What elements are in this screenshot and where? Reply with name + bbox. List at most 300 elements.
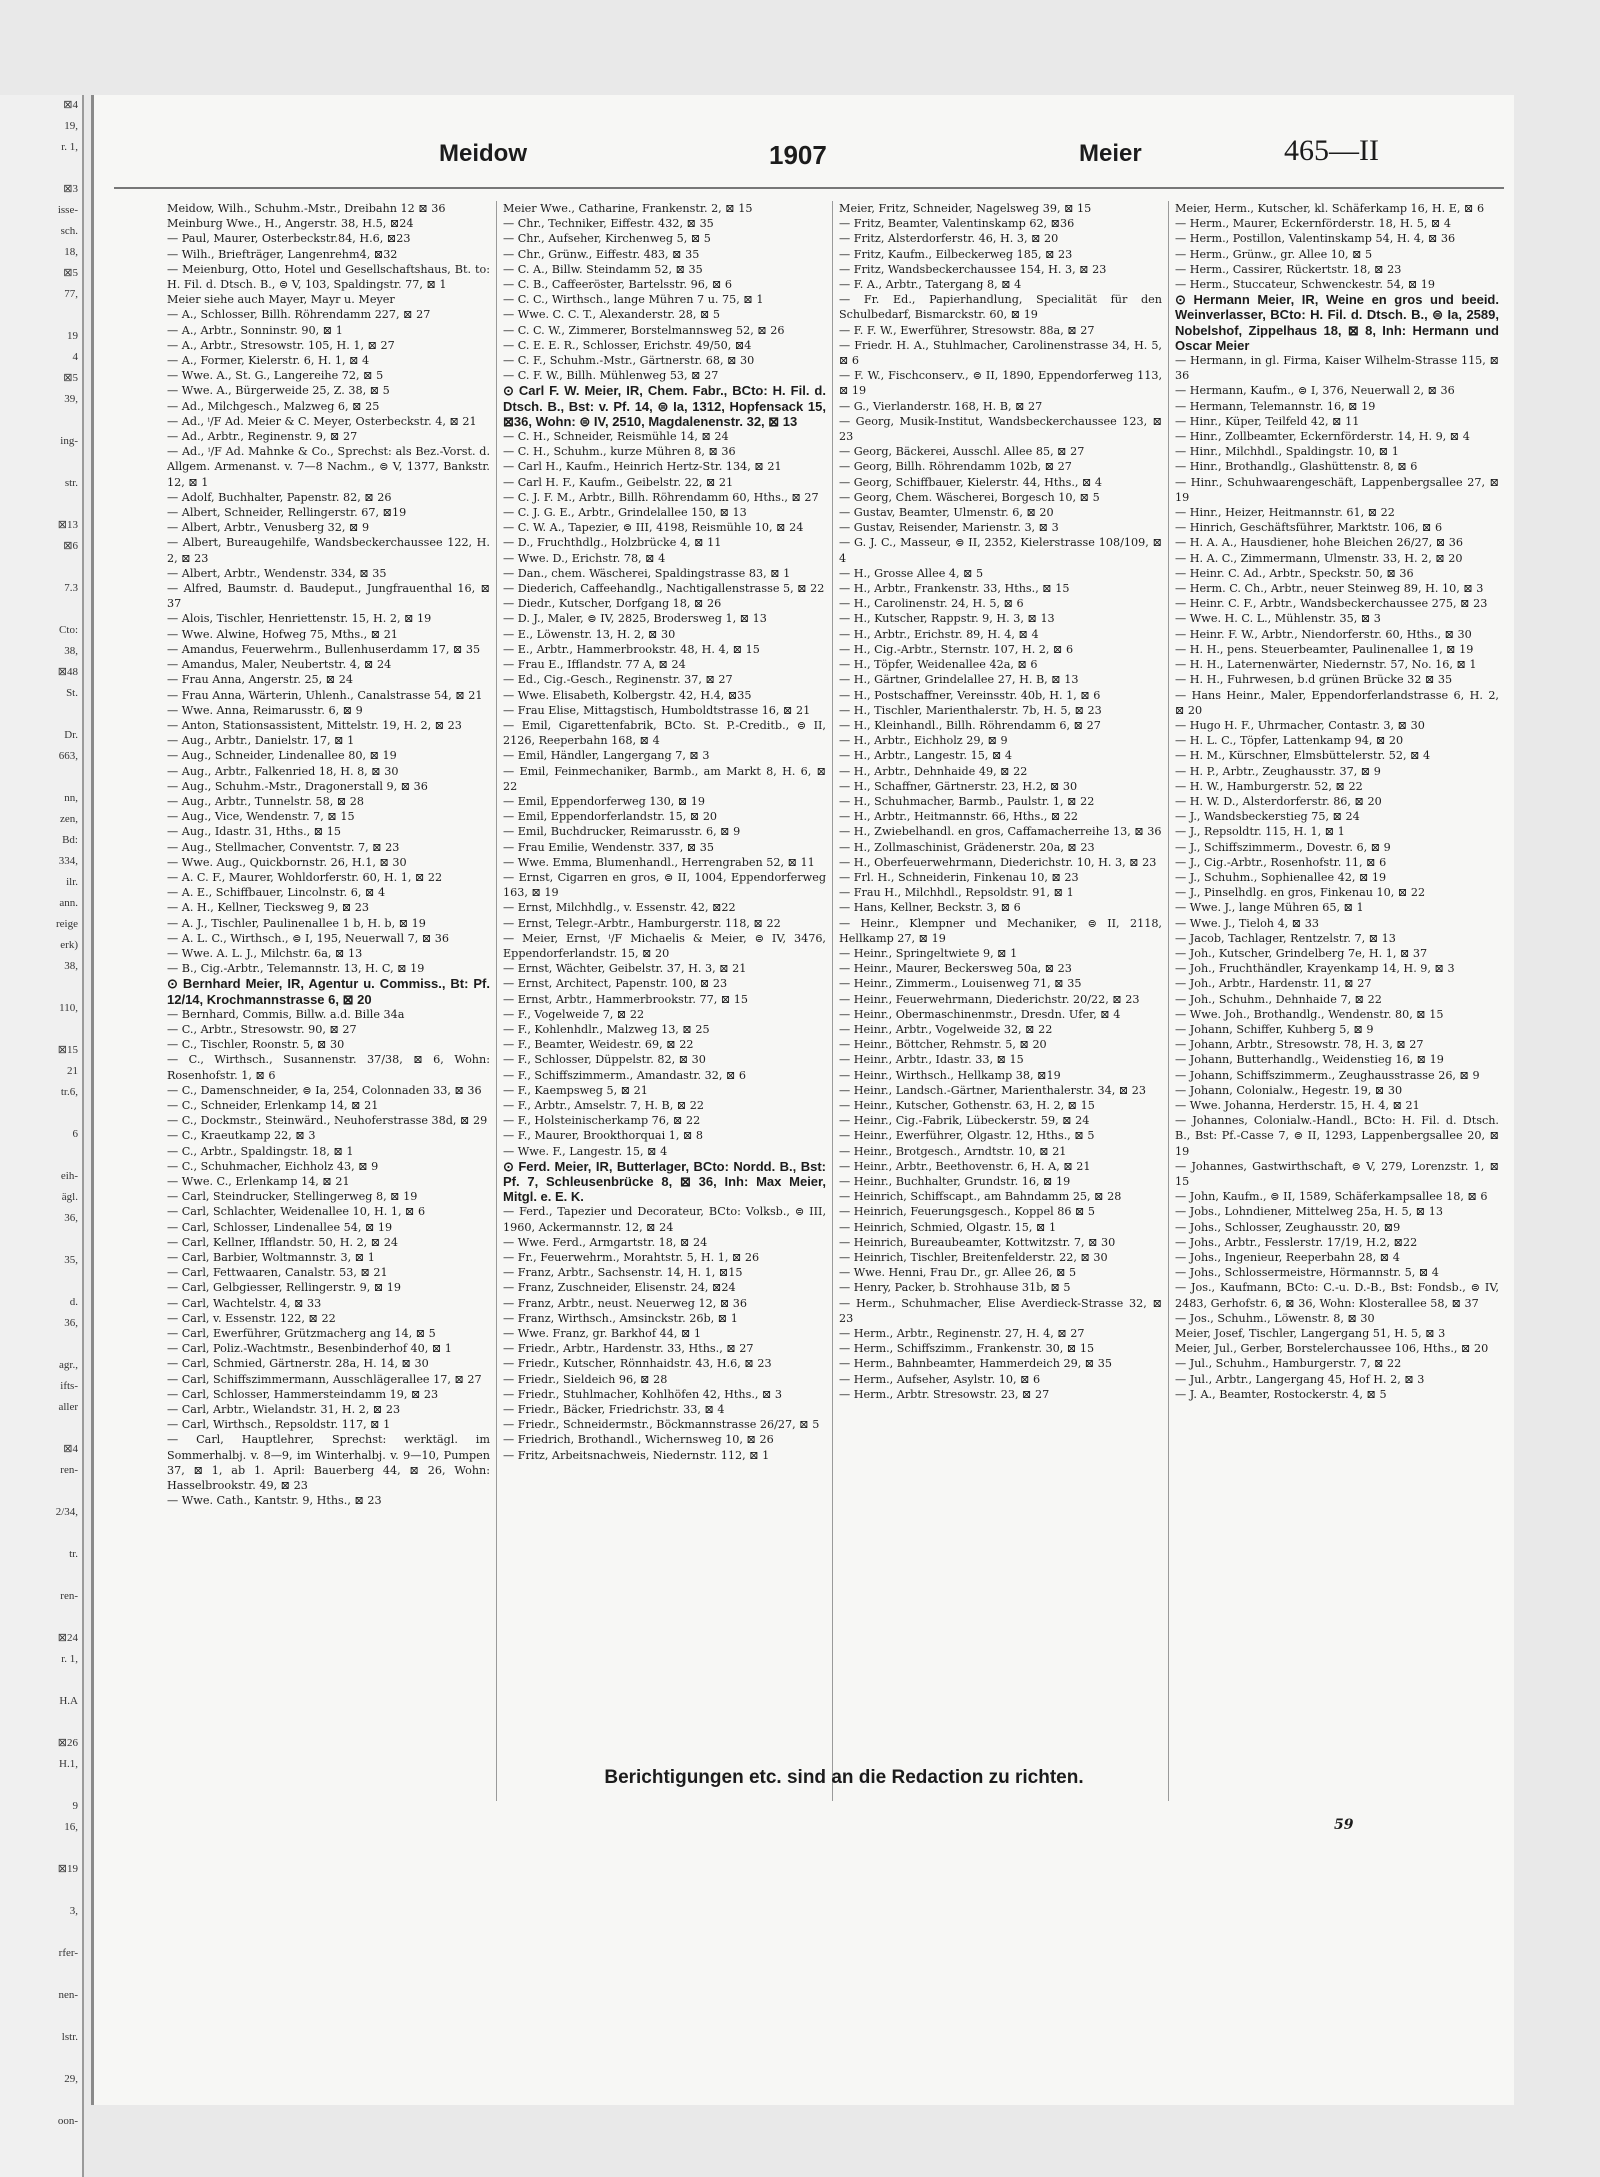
directory-entry: — Wwe. J., Tieloh 4, ⊠ 33 — [1175, 916, 1319, 930]
directory-entry: — H., Arbtr., Langestr. 15, ⊠ 4 — [839, 749, 1012, 763]
column-3 — [833, 201, 1169, 1801]
directory-entry: — B., Cig.-Arbtr., Telemannstr. 13, H. C, ⊠ 19 — [167, 962, 425, 976]
directory-entry: — Wwe. Johanna, Herderstr. 15, H. 4, ⊠ 21 — [1175, 1098, 1420, 1112]
directory-entry: — Georg, Chem. Wäscherei, Borgesch 10, ⊠ 5 — [839, 490, 1100, 504]
directory-entry: — Carl, Arbtr., Wielandstr. 31, H. 2, ⊠ 23 — [167, 1403, 401, 1417]
directory-entry: — Heinr., Feuerwehrmann, Diederichstr. 20/22, ⊠ 23 — [839, 992, 1140, 1006]
directory-entry: — A., Arbtr., Stresowstr. 105, H. 1, ⊠ 27 — [167, 338, 395, 352]
directory-entry: — Wwe. Henni, Frau Dr., gr. Allee 26, ⊠ 5 — [839, 1266, 1077, 1280]
directory-entry: — Wwe. Joh., Brothandlg., Wendenstr. 80, ⊠ 15 — [1175, 1007, 1444, 1021]
previous-page-fragment: d. — [69, 1296, 78, 1308]
directory-entry: — Heinr., Wirthsch., Hellkamp 38, ⊠19 — [839, 1068, 1061, 1082]
directory-entry: — H. W., Hamburgerstr. 52, ⊠ 22 — [1175, 779, 1363, 793]
previous-page-fragment — [0, 1775, 78, 1796]
directory-entry: — H., Töpfer, Weidenallee 42a, ⊠ 6 — [839, 658, 1038, 672]
header-left-keyword: Meidow — [439, 140, 527, 167]
directory-entry: — Hinr., Milchhdl., Spaldingstr. 10, ⊠ 1 — [1175, 445, 1399, 459]
directory-entry: — Herm., Postillon, Valentinskamp 54, H. 4, ⊠ 36 — [1175, 232, 1456, 246]
directory-entry: — A. L. C., Wirthsch., ⊜ I, 195, Neuerwall 7, ⊠ 36 — [167, 931, 449, 945]
directory-entry: — Frau Anna, Angerstr. 25, ⊠ 24 — [167, 673, 353, 687]
directory-entry: — H., Schaffner, Gärtnerstr. 23, H.2, ⊠ 30 — [839, 779, 1078, 793]
column-1 — [161, 201, 497, 1801]
previous-page-fragment: ⊠5 — [63, 372, 78, 384]
directory-entry: — Fr., Feuerwehrm., Morahtstr. 5, H. 1, ⊠ 26 — [503, 1251, 760, 1265]
directory-entry: — J., Repsoldtr. 115, H. 1, ⊠ 1 — [1175, 825, 1345, 839]
directory-entry: — Herm., Maurer, Eckernförderstr. 18, H. 5, ⊠ 4 — [1175, 217, 1451, 231]
directory-entry: — Fritz, Beamter, Valentinskamp 62, ⊠36 — [839, 217, 1075, 231]
directory-entry: ⊙ Carl F. W. Meier, IR, Chem. Fabr., BCto: H. Fil. d. Dtsch. B., Bst: v. Pf. 14, ⊜ Ia, 1312, Hopfensack 15, ⊠36, Wohn: ⊜ IV, 2510, Magdalenenstr. 32, ⊠ 13 — [503, 383, 826, 429]
directory-entry: — Carl, Steindrucker, Stellingerweg 8, ⊠ 19 — [167, 1190, 418, 1204]
directory-entry: — Friedr., Bäcker, Friedrichstr. 33, ⊠ 4 — [503, 1403, 725, 1417]
directory-entry: — Paul, Maurer, Osterbeckstr.84, H.6, ⊠23 — [167, 232, 411, 246]
header-rule — [114, 187, 1504, 189]
directory-entry: — A. H., Kellner, Tiecksweg 9, ⊠ 23 — [167, 901, 370, 915]
directory-entry: — Heinrich, Bureaubeamter, Kottwitzstr. 7, ⊠ 30 — [839, 1235, 1116, 1249]
directory-entry: — Wwe. Cath., Kantstr. 9, Hths., ⊠ 23 — [167, 1494, 382, 1508]
directory-entry: — Hinr., Zollbeamter, Eckernförderstr. 14, H. 9, ⊠ 4 — [1175, 430, 1470, 444]
directory-entry: — H., Carolinenstr. 24, H. 5, ⊠ 6 — [839, 597, 1024, 611]
directory-entry: — Wwe. C., Erlenkamp 14, ⊠ 21 — [167, 1175, 350, 1188]
previous-page-fragment: ifts- — [60, 1380, 78, 1392]
directory-entry: — Hermann, in gl. Firma, Kaiser Wilhelm-Strasse 115, ⊠ 36 — [1175, 354, 1499, 383]
directory-entry: — J., Schuhm., Sophienallee 42, ⊠ 19 — [1175, 870, 1387, 884]
directory-entry: — Franz, Zuschneider, Elisenstr. 24, ⊠24 — [503, 1281, 736, 1295]
directory-entry: — Ernst, Telegr.-Arbtr., Hamburgerstr. 118, ⊠ 22 — [503, 916, 781, 930]
directory-entry: Meidow, Wilh., Schuhm.-Mstr., Dreibahn 12 ⊠ 36 — [167, 202, 446, 215]
directory-entry: — Emil, Eppendorferweg 130, ⊠ 19 — [503, 794, 706, 808]
directory-entry: — Jos., Kaufmann, BCto: C.-u. D.-B., Bst: Fondsb., ⊜ IV, 2483, Gerhofstr. 6, ⊠ 36, Wohn: Klosterallee 58, ⊠ 37 — [1175, 1281, 1499, 1310]
directory-entry: — Georg, Musik-Institut, Wandsbeckerchaussee 123, ⊠ 23 — [839, 414, 1162, 444]
directory-entry: — Frau H., Milchhdl., Repsoldstr. 91, ⊠ 1 — [839, 886, 1074, 900]
previous-page-fragment: nn, — [64, 792, 78, 804]
directory-entry: — John, Kaufm., ⊜ II, 1589, Schäferkampsallee 18, ⊠ 6 — [1175, 1190, 1488, 1204]
directory-entry: — Wwe. J., lange Mühren 65, ⊠ 1 — [1175, 901, 1364, 915]
directory-entry: — F., Holsteinischerkamp 76, ⊠ 22 — [503, 1114, 701, 1128]
previous-page-fragment: 39, — [64, 393, 78, 405]
directory-entry: — Aug., Arbtr., Falkenried 18, H. 8, ⊠ 30 — [167, 764, 399, 778]
previous-page-fragment: sch. — [60, 225, 78, 237]
directory-entry: — Heinr., Buchhalter, Grundstr. 16, ⊠ 19 — [839, 1175, 1071, 1188]
directory-entry: — Amandus, Feuerwehrm., Bullenhuserdamm 17, ⊠ 35 — [167, 642, 481, 656]
directory-entry: — Hinr., Brothandlg., Glashüttenstr. 8, ⊠ 6 — [1175, 460, 1418, 474]
directory-entry: — Ernst, Arbtr., Hammerbrookstr. 77, ⊠ 15 — [503, 992, 749, 1006]
directory-entry: — Carl, Poliz.-Wachtmstr., Besenbinderhof 40, ⊠ 1 — [167, 1342, 452, 1356]
directory-entry: — Joh., Kutscher, Grindelberg 7e, H. 1, ⊠ 37 — [1175, 946, 1428, 960]
directory-entry: — Herm., Schuhmacher, Elise Averdieck-Strasse 32, ⊠ 23 — [839, 1296, 1162, 1325]
directory-entry: — Johannes, Gastwirthschaft, ⊜ V, 279, Lorenzstr. 1, ⊠ 15 — [1175, 1159, 1499, 1188]
directory-entry: — F., Arbtr., Amselstr. 7, H. B, ⊠ 22 — [503, 1098, 704, 1112]
previous-page-fragment: 110, — [59, 1002, 78, 1014]
directory-entry: — Johann, Colonialw., Hegestr. 19, ⊠ 30 — [1175, 1083, 1403, 1097]
directory-entry: — Johann, Arbtr., Stresowstr. 78, H. 3, ⊠ 27 — [1175, 1038, 1424, 1052]
directory-entry: — Johann, Schiffer, Kuhberg 5, ⊠ 9 — [1175, 1022, 1374, 1036]
directory-entry: — Fr. Ed., Papierhandlung, Specialität für den Schulbedarf, Bismarckstr. 60, ⊠ 19 — [839, 293, 1162, 322]
directory-entry: — C., Schneider, Erlenkamp 14, ⊠ 21 — [167, 1098, 379, 1112]
directory-entry: — J., Cig.-Arbtr., Rosenhofstr. 11, ⊠ 6 — [1175, 855, 1387, 869]
previous-page-fragment: 77, — [64, 288, 78, 300]
directory-entry: — Carl, Schlachter, Weidenallee 10, H. 1, ⊠ 6 — [167, 1205, 426, 1219]
directory-entry: — Joh., Fruchthändler, Krayenkamp 14, H. 9, ⊠ 3 — [1175, 962, 1455, 976]
directory-entry: — C. F., Schuhm.-Mstr., Gärtnerstr. 68, ⊠ 30 — [503, 354, 755, 368]
directory-entry: — C., Tischler, Roonstr. 5, ⊠ 30 — [167, 1038, 345, 1052]
sheet-number: 59 — [1334, 1817, 1354, 1833]
previous-page-fragment — [0, 1418, 78, 1439]
directory-entry: Meier, Fritz, Schneider, Nagelsweg 39, ⊠ 15 — [839, 202, 1092, 215]
directory-entry: — Carl, Ewerführer, Grützmacherg ang 14, ⊠ 5 — [167, 1327, 436, 1341]
directory-entry: — H. M., Kürschner, Elmsbüttelerstr. 52, ⊠ 4 — [1175, 749, 1431, 763]
previous-page-fragment — [0, 977, 78, 998]
directory-entry: — H., Cig.-Arbtr., Sternstr. 107, H. 2, ⊠ 6 — [839, 642, 1074, 656]
directory-entry: — Fritz, Alsterdorferstr. 46, H. 3, ⊠ 20 — [839, 232, 1059, 246]
directory-entry: — Heinr., Ewerführer, Olgastr. 12, Hths., ⊠ 5 — [839, 1129, 1095, 1143]
directory-entry: — Heinr., Brotgesch., Arndtstr. 10, ⊠ 21 — [839, 1144, 1067, 1158]
previous-page-fragment: 29, — [64, 2073, 78, 2085]
directory-entry: — H. P., Arbtr., Zeughausstr. 37, ⊠ 9 — [1175, 764, 1381, 778]
previous-page-fragment: H.A — [59, 1695, 78, 1707]
directory-entry: — C. C. W., Zimmerer, Borstelmannsweg 52, ⊠ 26 — [503, 323, 785, 337]
directory-entry: — A. C. F., Maurer, Wohldorferstr. 60, H. 1, ⊠ 22 — [167, 870, 443, 884]
previous-page-fragment — [0, 1103, 78, 1124]
previous-page-fragment: 38, — [64, 645, 78, 657]
directory-entry: — Hinr., Küper, Teilfeld 42, ⊠ 11 — [1175, 414, 1360, 428]
previous-page-fragment: ägl. — [61, 1191, 78, 1203]
directory-entry: — Emil, Buchdrucker, Reimarusstr. 6, ⊠ 9 — [503, 825, 741, 839]
previous-page-fragment — [0, 599, 78, 620]
directory-entry: — Friedrich, Brothandl., Wichernsweg 10, ⊠ 26 — [503, 1433, 774, 1447]
directory-entry: — Friedr., Arbtr., Hardenstr. 33, Hths., ⊠ 27 — [503, 1342, 754, 1356]
directory-entry: — Ad., ⁱ/F Ad. Meier & C. Meyer, Osterbeckstr. 4, ⊠ 21 — [167, 414, 477, 428]
previous-page-fragment — [0, 1565, 78, 1586]
directory-entry: — Wwe. D., Erichstr. 78, ⊠ 4 — [503, 551, 666, 565]
directory-entry: — H. A. C., Zimmermann, Ulmenstr. 33, H. 2, ⊠ 20 — [1175, 551, 1463, 565]
directory-entry: — Albert, Bureaugehilfe, Wandsbeckerchaussee 122, H. 2, ⊠ 23 — [167, 536, 490, 565]
directory-entry: — F., Schiffszimmerm., Amandastr. 32, ⊠ 6 — [503, 1068, 747, 1082]
directory-entry: — Bernhard, Commis, Billw. a.d. Bille 34a — [167, 1007, 405, 1021]
previous-page-fragment: ren- — [60, 1464, 78, 1476]
directory-entry: — Friedr., Kutscher, Rönnhaidstr. 43, H.6, ⊠ 23 — [503, 1357, 772, 1371]
previous-page-fragment — [0, 1229, 78, 1250]
previous-page-fragment: isse- — [57, 204, 78, 216]
directory-entry: — H., Kleinhandl., Billh. Röhrendamm 6, ⊠ 27 — [839, 718, 1101, 732]
page-header — [94, 134, 1494, 180]
directory-entry: — H., Gärtner, Grindelallee 27, H. B, ⊠ 13 — [839, 673, 1079, 687]
directory-entry: — C., Wirthsch., Susannenstr. 37/38, ⊠ 6, Wohn: Rosenhofstr. 1, ⊠ 6 — [167, 1053, 490, 1082]
directory-entry: — Hans, Kellner, Beckstr. 3, ⊠ 6 — [839, 901, 1021, 915]
directory-entry: Meier siehe auch Mayer, Mayr u. Meyer — [167, 293, 395, 307]
directory-entry: — Fritz, Arbeitsnachweis, Niedernstr. 112, ⊠ 1 — [503, 1448, 770, 1462]
directory-entry: — H. L. C., Töpfer, Lattenkamp 94, ⊠ 20 — [1175, 734, 1404, 748]
directory-entry: — Dan., chem. Wäscherei, Spaldingstrasse 83, ⊠ 1 — [503, 566, 791, 580]
directory-entry: — A., Arbtr., Sonninstr. 90, ⊠ 1 — [167, 323, 343, 337]
directory-entry: — C. H., Schuhm., kurze Mühren 8, ⊠ 36 — [503, 445, 736, 459]
directory-entry: — Hinrich, Geschäftsführer, Marktstr. 106, ⊠ 6 — [1175, 521, 1443, 535]
directory-entry: — Emil, Cigarettenfabrik, BCto. St. P.-Creditb., ⊜ II, 2126, Reeperbahn 168, ⊠ 4 — [503, 718, 826, 748]
directory-entry: ⊙ Ferd. Meier, IR, Butterlager, BCto: Nordd. B., Bst: Pf. 7, Schleusenbrücke 8, ⊠ 36, Inh: Max Meier, Mitgl. e. E. K. — [503, 1158, 826, 1205]
directory-entry: — Wwe. A. L. J., Milchstr. 6a, ⊠ 13 — [167, 946, 363, 960]
directory-entry: — D. J., Maler, ⊜ IV, 2825, Brodersweg 1, ⊠ 13 — [503, 612, 767, 626]
previous-page-fragment: ⊠19 — [57, 1863, 78, 1875]
directory-entry: — Emil, Feinmechaniker, Barmb., am Markt 8, H. 6, ⊠ 22 — [503, 764, 826, 793]
previous-page-fragment: aller — [58, 1401, 78, 1413]
directory-entry: — Alois, Tischler, Henriettenstr. 15, H. 2, ⊠ 19 — [167, 612, 432, 626]
directory-entry: — Aug., Arbtr., Tunnelstr. 58, ⊠ 28 — [167, 794, 364, 808]
directory-entry: — Hinr., Heizer, Heitmannstr. 61, ⊠ 22 — [1175, 506, 1395, 520]
previous-page-fragment — [0, 305, 78, 326]
directory-entry: — Wwe. Ferd., Armgartstr. 18, ⊠ 24 — [503, 1235, 708, 1249]
previous-page-fragment: ⊠5 — [63, 267, 78, 279]
directory-entry: — Heinr., Arbtr., Idastr. 33, ⊠ 15 — [839, 1053, 1024, 1067]
previous-page-fragment: 38, — [64, 960, 78, 972]
directory-entry: — Johann, Schiffszimmerm., Zeughausstrasse 26, ⊠ 9 — [1175, 1068, 1480, 1082]
directory-entry: — Carl, Hauptlehrer, Sprechst: werktägl. im Sommerhalbj. v. 8—9, im Winterhalbj. v. 9—10, Pumpen 37, ⊠ 1, ab 1. April: Bauerberg 44, ⊠ 26, Wohn: Hasselbrookstr. 49, ⊠ 23 — [167, 1433, 490, 1493]
previous-page-fragment: ing- — [60, 435, 78, 447]
directory-entry: — G., Vierlanderstr. 168, H. B, ⊠ 27 — [839, 399, 1043, 413]
previous-page-fragment: ⊠3 — [63, 183, 78, 195]
directory-entry: — C. F. W., Billh. Mühlenweg 53, ⊠ 27 — [503, 369, 719, 383]
directory-entry: — Joh., Schuhm., Dehnhaide 7, ⊠ 22 — [1175, 992, 1382, 1006]
previous-page-fragment: 21 — [67, 1065, 78, 1077]
previous-page-fragment: rfer- — [58, 1947, 78, 1959]
previous-page-fragment: ⊠13 — [57, 519, 78, 531]
directory-entry: — Wwe. Alwine, Hofweg 75, Mths., ⊠ 21 — [167, 627, 398, 641]
previous-page-fragment: ⊠4 — [63, 1443, 78, 1455]
directory-entry: Meier, Josef, Tischler, Langergang 51, H. 5, ⊠ 3 — [1175, 1327, 1446, 1341]
previous-page-fragment — [0, 2090, 78, 2111]
directory-entry: — C. E. E. R., Schlosser, Erichstr. 49/50, ⊠4 — [503, 338, 752, 352]
directory-entry: — Frau E., Ifflandstr. 77 A, ⊠ 24 — [503, 658, 686, 672]
previous-page-fragment — [0, 1712, 78, 1733]
previous-page-fragment: Dr. — [64, 729, 78, 741]
directory-entry: — Heinr., Arbtr., Beethovenstr. 6, H. A, ⊠ 21 — [839, 1159, 1091, 1173]
directory-entry: — H. A. A., Hausdiener, hohe Bleichen 26/27, ⊠ 36 — [1175, 536, 1464, 550]
previous-page-fragment — [0, 2048, 78, 2069]
directory-entry: — F., Vogelweide 7, ⊠ 22 — [503, 1007, 645, 1021]
directory-entry: — D., Fruchthdlg., Holzbrücke 4, ⊠ 11 — [503, 536, 722, 550]
directory-entry: — Anton, Stationsassistent, Mittelstr. 19, H. 2, ⊠ 23 — [167, 718, 462, 732]
directory-entry: — Herm., Stuccateur, Schwenckestr. 54, ⊠ 19 — [1175, 278, 1436, 292]
directory-entry: — F. A., Arbtr., Tatergang 8, ⊠ 4 — [839, 278, 1022, 292]
previous-page-fragment — [0, 494, 78, 515]
directory-page — [91, 95, 1514, 2105]
previous-page-fragment: ilr. — [66, 876, 78, 888]
directory-entry: — H. H., pens. Steuerbeamter, Paulinenallee 1, ⊠ 19 — [1175, 642, 1474, 656]
previous-page-fragment — [0, 1922, 78, 1943]
previous-page-fragment: ⊠48 — [57, 666, 78, 678]
directory-entry: — H., Schuhmacher, Barmb., Paulstr. 1, ⊠ 22 — [839, 794, 1095, 808]
directory-entry: — H. H., Laternenwärter, Niedernstr. 57, No. 16, ⊠ 1 — [1175, 658, 1477, 672]
directory-entry: — Heinr., Kutscher, Gothenstr. 63, H. 2, ⊠ 15 — [839, 1098, 1095, 1112]
previous-page-fragment: Cto: — [59, 624, 78, 636]
previous-page-fragment: ⊠15 — [57, 1044, 78, 1056]
directory-entry: — Ad., ⁱ/F Ad. Mahnke & Co., Sprechst: als Bez.-Vorst. d. Allgem. Armenanst. v. 7—8 Nachm., ⊜ V, 1377, Bankstr. 12, ⊠ 1 — [167, 445, 490, 489]
directory-entry: — E., Löwenstr. 13, H. 2, ⊠ 30 — [503, 627, 676, 641]
directory-entry: — Henry, Packer, b. Strohhause 31b, ⊠ 5 — [839, 1281, 1071, 1295]
directory-entry: — Aug., Arbtr., Danielstr. 17, ⊠ 1 — [167, 734, 355, 748]
directory-entry: — Johs., Arbtr., Fesslerstr. 17/19, H.2, ⊠22 — [1175, 1235, 1418, 1249]
directory-entry: — Jobs., Lohndiener, Mittelweg 25a, H. 5, ⊠ 13 — [1175, 1205, 1443, 1219]
previous-page-fragment: zen, — [59, 813, 78, 825]
directory-entry: — Albert, Arbtr., Wendenstr. 334, ⊠ 35 — [167, 566, 387, 580]
directory-entry: — Jacob, Tachlager, Rentzelstr. 7, ⊠ 13 — [1175, 931, 1396, 945]
previous-page-fragment: ann. — [59, 897, 78, 909]
directory-entry: — H., Arbtr., Frankenstr. 33, Hths., ⊠ 15 — [839, 582, 1070, 596]
directory-entry: — Ed., Cig.-Gesch., Reginenstr. 37, ⊠ 27 — [503, 673, 733, 687]
previous-page-fragment: agr., — [59, 1359, 78, 1371]
directory-entry: — Carl, Schiffszimmermann, Ausschlägerallee 17, ⊠ 27 — [167, 1372, 482, 1386]
previous-page-fragment: 3, — [69, 1905, 78, 1917]
directory-entry: — Herm., Arbtr. Stresowstr. 23, ⊠ 27 — [839, 1387, 1050, 1401]
directory-entry: — Wwe. C. C. T., Alexanderstr. 28, ⊠ 5 — [503, 308, 721, 322]
directory-entry: — C. C., Wirthsch., lange Mühren 7 u. 75, ⊠ 1 — [503, 293, 764, 307]
previous-page-fragment: 4 — [72, 351, 78, 363]
directory-entry: — E., Arbtr., Hammerbrookstr. 48, H. 4, ⊠ 15 — [503, 642, 760, 656]
directory-entry: — Franz, Arbtr., Sachsenstr. 14, H. 1, ⊠15 — [503, 1266, 743, 1280]
directory-entry: — Frl. H., Schneiderin, Finkenau 10, ⊠ 23 — [839, 870, 1079, 884]
directory-entry: — Herm., Schiffszimm., Frankenstr. 30, ⊠ 15 — [839, 1342, 1095, 1356]
directory-entry: — Heinr. F. W., Arbtr., Niendorferstr. 60, Hths., ⊠ 30 — [1175, 627, 1472, 641]
previous-page-fragment: 36, — [64, 1212, 78, 1224]
directory-entry: — Johann, Butterhandlg., Weidenstieg 16, ⊠ 19 — [1175, 1053, 1444, 1067]
previous-page-fragment: 16, — [64, 1821, 78, 1833]
directory-entry: — F., Kohlenhdlr., Malzweg 13, ⊠ 25 — [503, 1022, 710, 1036]
directory-entry: — Ernst, Wächter, Geibelstr. 37, H. 3, ⊠ 21 — [503, 962, 747, 976]
directory-entry: — Wwe. Anna, Reimarusstr. 6, ⊠ 9 — [167, 703, 363, 717]
directory-entry: — Fritz, Wandsbeckerchaussee 154, H. 3, ⊠ 23 — [839, 262, 1107, 276]
directory-entry: — A. J., Tischler, Paulinenallee 1 b, H. b, ⊠ 19 — [167, 916, 426, 930]
directory-entry: — Carl, Schmied, Gärtnerstr. 28a, H. 14, ⊠ 30 — [167, 1357, 429, 1371]
previous-page-fragment: tr.6, — [60, 1086, 78, 1098]
directory-entry: — Ad., Milchgesch., Malzweg 6, ⊠ 25 — [167, 399, 380, 413]
directory-entry: — Ernst, Cigarren en gros, ⊜ II, 1004, Eppendorferweg 163, ⊠ 19 — [503, 870, 826, 900]
directory-entry: — C., Arbtr., Stresowstr. 90, ⊠ 27 — [167, 1022, 357, 1036]
directory-entry: — Amandus, Maler, Neubertstr. 4, ⊠ 24 — [167, 658, 392, 672]
previous-page-fragment — [0, 1334, 78, 1355]
previous-page-fragment: 19, — [64, 120, 78, 132]
previous-page-fragment: tr. — [69, 1548, 78, 1560]
directory-entry: — Fritz, Kaufm., Eilbeckerweg 185, ⊠ 23 — [839, 247, 1073, 261]
previous-page-fragment: r. 1, — [61, 141, 78, 153]
directory-entry: — Carl, Wirthsch., Repsoldstr. 117, ⊠ 1 — [167, 1418, 391, 1432]
directory-entry: — Adolf, Buchhalter, Papenstr. 82, ⊠ 26 — [167, 490, 392, 504]
directory-entry: — Wwe. Elisabeth, Kolbergstr. 42, H.4, ⊠35 — [503, 688, 752, 702]
directory-entry: — Alfred, Baumstr. d. Baudeput., Jungfrauenthal 16, ⊠ 37 — [167, 582, 490, 611]
directory-entry: — Emil, Eppendorferlandstr. 15, ⊠ 20 — [503, 810, 718, 824]
directory-entry: — Georg, Schiffbauer, Kielerstr. 44, Hths., ⊠ 4 — [839, 475, 1103, 489]
previous-page-fragment — [0, 452, 78, 473]
directory-entry: Meier, Herm., Kutscher, kl. Schäferkamp 16, H. E, ⊠ 6 — [1175, 202, 1485, 215]
directory-entry: — Herm., Grünw., gr. Allee 10, ⊠ 5 — [1175, 247, 1373, 261]
previous-page-fragment: oon- — [57, 2115, 78, 2127]
directory-entry: — A., Former, Kielerstr. 6, H. 1, ⊠ 4 — [167, 354, 370, 368]
directory-entry: Meier, Jul., Gerber, Borstelerchaussee 106, Hths., ⊠ 20 — [1175, 1342, 1489, 1356]
directory-entry: — H., Zollmaschinist, Grädenerstr. 20a, ⊠ 23 — [839, 840, 1095, 854]
directory-entry: — Johs., Schlossermeistre, Hörmannstr. 5, ⊠ 4 — [1175, 1266, 1439, 1280]
directory-entry: — Ernst, Milchhdlg., v. Essenstr. 42, ⊠22 — [503, 901, 736, 915]
directory-entry: — Ferd., Tapezier und Decorateur, BCto: Volksb., ⊜ III, 1960, Ackermannstr. 12, ⊠ 24 — [503, 1205, 826, 1234]
previous-page-fragment: ren- — [60, 1590, 78, 1602]
directory-entry: — C. J. F. M., Arbtr., Billh. Röhrendamm 60, Hths., ⊠ 27 — [503, 490, 819, 504]
previous-page-fragment — [0, 1145, 78, 1166]
directory-entry: — H., Arbtr., Eichholz 29, ⊠ 9 — [839, 734, 1008, 748]
directory-entry: — H., Tischler, Marienthalerstr. 7b, H. 5, ⊠ 23 — [839, 703, 1102, 717]
previous-page-text — [0, 95, 82, 2132]
directory-entry: — J., Wandsbeckerstieg 75, ⊠ 24 — [1175, 810, 1360, 824]
directory-entry: — C. B., Caffeeröster, Bartelsstr. 96, ⊠ 6 — [503, 278, 733, 292]
previous-page-fragment — [0, 1019, 78, 1040]
directory-entry: — Heinr., Zimmerm., Louisenweg 71, ⊠ 35 — [839, 977, 1082, 991]
directory-entry: — Heinrich, Tischler, Breitenfelderstr. 22, ⊠ 30 — [839, 1251, 1108, 1265]
directory-entry: — Aug., Idastr. 31, Hths., ⊠ 15 — [167, 825, 341, 839]
directory-entry: — C., Kraeutkamp 22, ⊠ 3 — [167, 1129, 316, 1143]
directory-entry: — Chr., Aufseher, Kirchenweg 5, ⊠ 5 — [503, 232, 711, 246]
directory-entry: — C. W. A., Tapezier, ⊜ III, 4198, Reismühle 10, ⊠ 24 — [503, 521, 804, 535]
previous-page-fragment: Bd: — [62, 834, 78, 846]
directory-entry: — Carl H. F., Kaufm., Geibelstr. 22, ⊠ 21 — [503, 475, 734, 489]
directory-entry: Meinburg Wwe., H., Angerstr. 38, H.5, ⊠24 — [167, 217, 414, 231]
directory-entry: — F., Kaempsweg 5, ⊠ 21 — [503, 1083, 648, 1097]
directory-entry: — Friedr., Schneidermstr., Böckmannstrasse 26/27, ⊠ 5 — [503, 1418, 820, 1432]
directory-entry: — Heinr. C. F., Arbtr., Wandsbeckerchaussee 275, ⊠ 23 — [1175, 597, 1488, 611]
directory-entry: — H., Postschaffner, Vereinsstr. 40b, H. 1, ⊠ 6 — [839, 688, 1101, 702]
directory-entry: — C., Dockmstr., Steinwärd., Neuhoferstrasse 38d, ⊠ 29 — [167, 1114, 488, 1128]
directory-entry: — Heinr., Obermaschinenmstr., Dresdn. Ufer, ⊠ 4 — [839, 1007, 1121, 1021]
directory-entry: — Carl, Schlosser, Lindenallee 54, ⊠ 19 — [167, 1220, 393, 1234]
directory-entry: — Hugo H. F., Uhrmacher, Contastr. 3, ⊠ 30 — [1175, 718, 1425, 732]
directory-entry: — J., Pinselhdlg. en gros, Finkenau 10, ⊠ 22 — [1175, 886, 1426, 900]
directory-entry: — Wwe. Aug., Quickbornstr. 26, H.1, ⊠ 30 — [167, 855, 407, 869]
directory-entry: — Meier, Ernst, ⁱ/F Michaelis & Meier, ⊜ IV, 3476, Eppendorferlandstr. 15, ⊠ 20 — [503, 931, 826, 960]
directory-entry: — Hermann, Kaufm., ⊜ I, 376, Neuerwall 2, ⊠ 36 — [1175, 384, 1455, 398]
directory-entry: — Wwe. Emma, Blumenhandl., Herrengraben 52, ⊠ 11 — [503, 855, 815, 869]
previous-page-fragment — [0, 1838, 78, 1859]
directory-entry: — H., Arbtr., Dehnhaide 49, ⊠ 22 — [839, 764, 1028, 778]
directory-entry: — Carl, Gelbgiesser, Rellingerstr. 9, ⊠ 19 — [167, 1281, 401, 1295]
directory-entry: — H. W. D., Alsterdorferstr. 86, ⊠ 20 — [1175, 794, 1382, 808]
previous-page-fragment: H.1, — [59, 1758, 78, 1770]
directory-entry: — H. H., Fuhrwesen, b.d grünen Brücke 32 ⊠ 35 — [1175, 673, 1453, 687]
previous-page-fragment: ⊠4 — [63, 99, 78, 111]
previous-page-fragment: 9 — [72, 1800, 78, 1812]
directory-entry: — Aug., Schuhm.-Mstr., Dragonerstall 9, ⊠ 36 — [167, 779, 428, 793]
directory-entry: — H., Arbtr., Heitmannstr. 66, Hths., ⊠ 22 — [839, 810, 1079, 824]
previous-page-fragment: reige — [56, 918, 78, 930]
directory-entry: — Friedr. H. A., Stuhlmacher, Carolinenstrasse 34, H. 5, ⊠ 6 — [839, 338, 1162, 368]
directory-entry: ⊙ Hermann Meier, IR, Weine en gros und beeid. Weinverlasser, BCto: H. Fil. d. Dtsch. B., ⊜ Ia, 2589, Nobelshof, Zippelhaus 18, ⊠ 8, Inh: Hermann und Oscar Meier — [1175, 292, 1499, 353]
column-4 — [1169, 201, 1505, 1801]
directory-entry: — Franz, Wirthsch., Amsinckstr. 26b, ⊠ 1 — [503, 1311, 738, 1325]
directory-entry: — Heinr., Arbtr., Vogelweide 32, ⊠ 22 — [839, 1022, 1053, 1036]
directory-entry: — Gustav, Reisender, Marienstr. 3, ⊠ 3 — [839, 521, 1059, 535]
directory-entry: — H., Grosse Allee 4, ⊠ 5 — [839, 566, 984, 580]
directory-entry: — Georg, Bäckerei, Ausschl. Allee 85, ⊠ 27 — [839, 445, 1085, 459]
directory-entry: — Albert, Schneider, Rellingerstr. 67, ⊠19 — [167, 506, 407, 520]
directory-entry: — Johannes, Colonialw.-Handl., BCto: H. Fil. d. Dtsch. B., Bst: Pf.-Casse 7, ⊜ II, 1293, Lappenbergsallee 20, ⊠ 19 — [1175, 1114, 1499, 1158]
header-right-keyword: Meier — [1079, 140, 1142, 167]
previous-page-fragment — [0, 1964, 78, 1985]
previous-page-fragment — [0, 1523, 78, 1544]
previous-page-fragment: 7.3 — [64, 582, 78, 594]
directory-entry: — Chr., Grünw., Eiffestr. 483, ⊠ 35 — [503, 247, 700, 261]
directory-entry: — Franz, Arbtr., neust. Neuerweg 12, ⊠ 36 — [503, 1296, 747, 1310]
previous-page-fragment — [0, 1271, 78, 1292]
directory-entry: — G. J. C., Masseur, ⊜ II, 2352, Kielerstrasse 108/109, ⊠ 4 — [839, 536, 1162, 565]
column-2 — [497, 201, 833, 1801]
directory-entry: — Wwe. F., Langestr. 15, ⊠ 4 — [503, 1144, 668, 1158]
previous-page-fragment: 19 — [67, 330, 78, 342]
directory-entry: — Gustav, Beamter, Ulmenstr. 6, ⊠ 20 — [839, 506, 1054, 520]
directory-entry: — Wwe. A., St. G., Langereihe 72, ⊠ 5 — [167, 369, 384, 383]
directory-entry: — Heinrich, Schmied, Olgastr. 15, ⊠ 1 — [839, 1220, 1057, 1234]
